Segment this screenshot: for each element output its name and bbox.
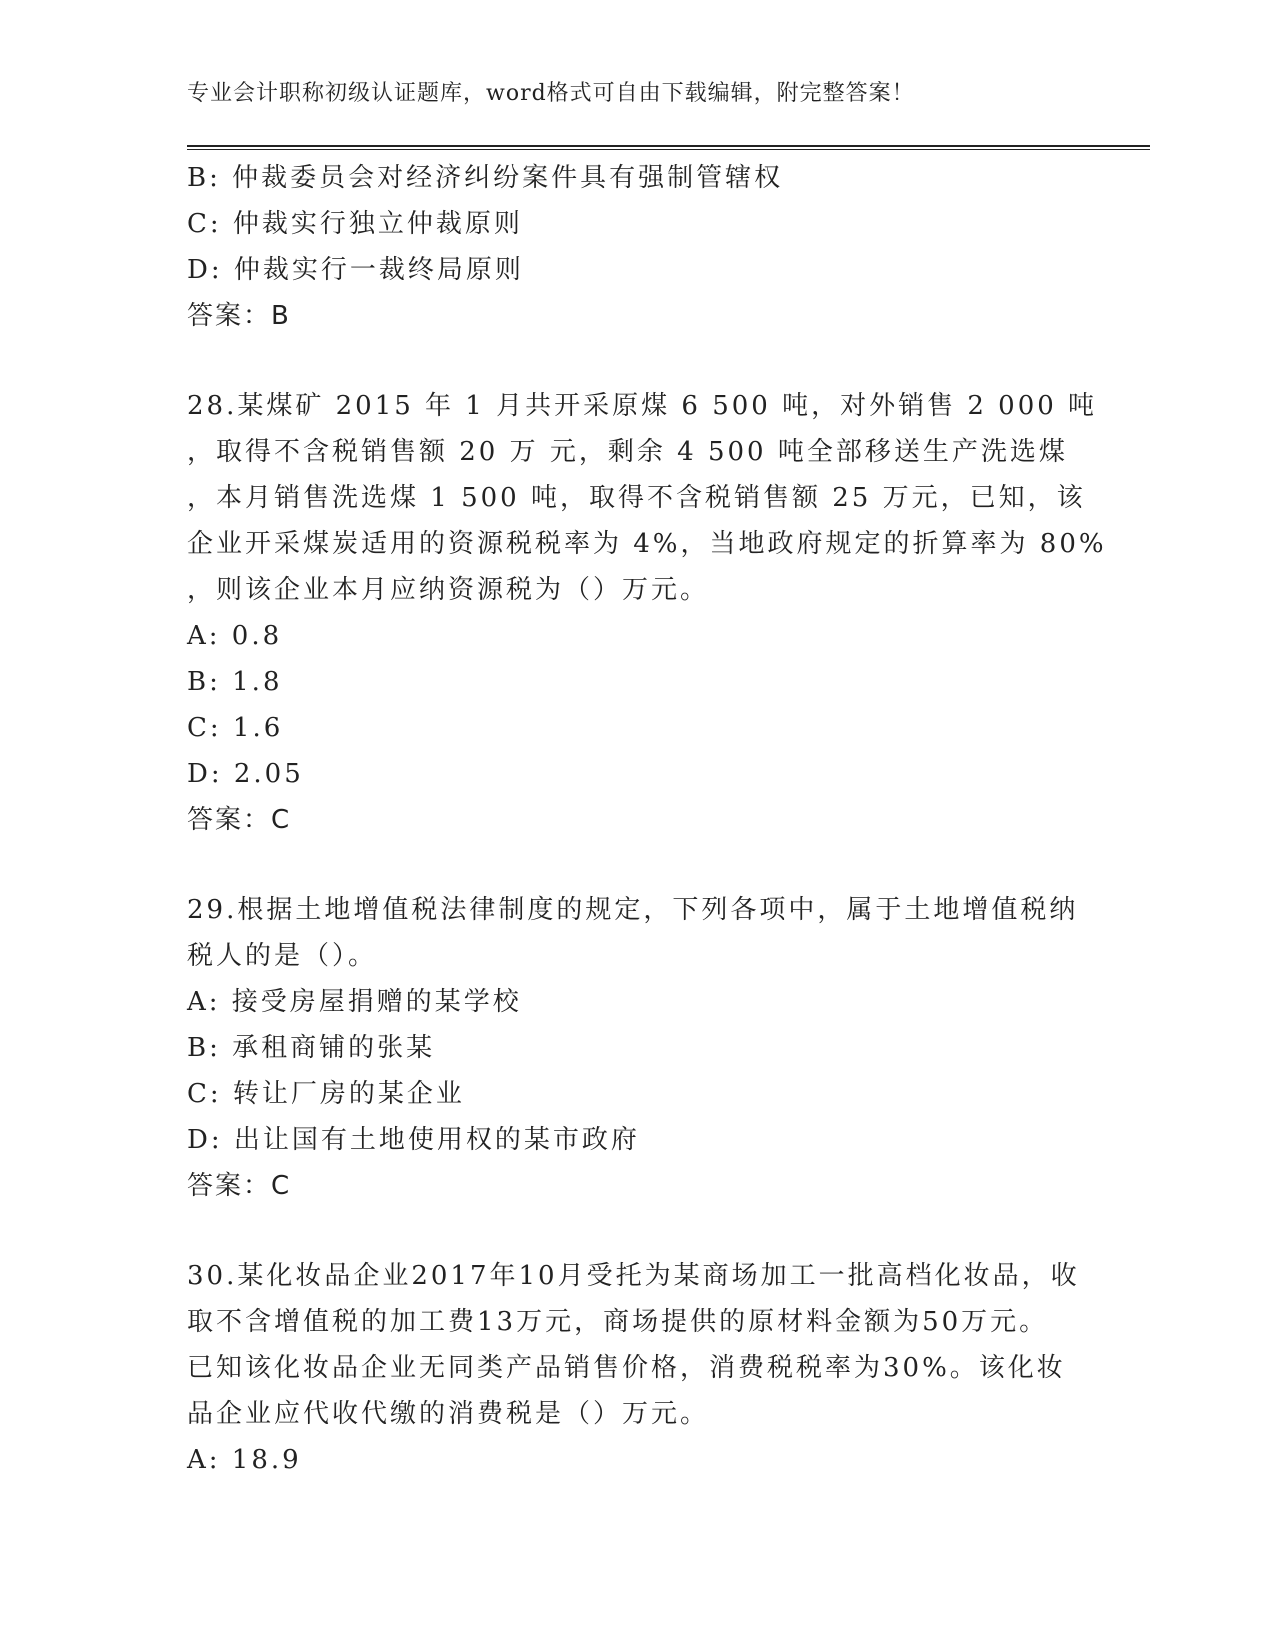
question-stem-line: 税人的是（）。 bbox=[187, 941, 378, 971]
option-a: A: 18.9 bbox=[187, 1445, 302, 1475]
question-stem-line: ，取得不含税销售额 20 万 元，剩余 4 500 吨全部移送生产洗选煤 bbox=[187, 437, 1068, 467]
question-stem-line: ，则该企业本月应纳资源税为（）万元。 bbox=[187, 575, 710, 605]
question-stem-line: 28.某煤矿 2015 年 1 月共开采原煤 6 500 吨，对外销售 2 000 吨 bbox=[187, 391, 1098, 421]
option-c: C: 转让厂房的某企业 bbox=[187, 1079, 465, 1109]
option-d: D: 2.05 bbox=[187, 759, 304, 789]
document-body bbox=[187, 155, 1107, 1483]
question-stem-line: ，本月销售洗选煤 1 500 吨，取得不含税销售额 25 万元，已知，该 bbox=[187, 483, 1086, 513]
option-d: D: 仲裁实行一裁终局原则 bbox=[187, 255, 524, 285]
question-27-continuation bbox=[187, 155, 1087, 339]
option-b: B: 承租商铺的张某 bbox=[187, 1033, 436, 1063]
answer-line: 答案：B bbox=[187, 301, 291, 331]
option-a: A: 0.8 bbox=[187, 621, 283, 651]
option-a: A: 接受房屋捐赠的某学校 bbox=[187, 987, 522, 1017]
question-stem-line: 取不含增值税的加工费13万元，商场提供的原材料金额为50万元。 bbox=[187, 1307, 1049, 1337]
question-stem-line: 29.根据土地增值税法律制度的规定，下列各项中，属于土地增值税纳 bbox=[187, 895, 1079, 925]
answer-line: 答案：C bbox=[187, 805, 292, 835]
question-stem-line: 已知该化妆品企业无同类产品销售价格，消费税税率为30%。该化妆 bbox=[187, 1353, 1066, 1383]
option-d: D: 出让国有土地使用权的某市政府 bbox=[187, 1125, 640, 1155]
answer-line: 答案：C bbox=[187, 1171, 292, 1201]
option-b: B: 1.8 bbox=[187, 667, 283, 697]
header-divider bbox=[187, 145, 1150, 150]
question-30 bbox=[187, 1253, 1087, 1483]
question-29 bbox=[187, 887, 1087, 1209]
question-28 bbox=[187, 383, 1107, 843]
option-b: B: 仲裁委员会对经济纠纷案件具有强制管辖权 bbox=[187, 163, 784, 193]
question-stem-line: 品企业应代收代缴的消费税是（）万元。 bbox=[187, 1399, 710, 1429]
question-stem-line: 30.某化妆品企业2017年10月受托为某商场加工一批高档化妆品，收 bbox=[187, 1261, 1080, 1291]
question-stem-line: 企业开采煤炭适用的资源税税率为 4%，当地政府规定的折算率为 80% bbox=[187, 529, 1107, 559]
option-c: C: 1.6 bbox=[187, 713, 284, 743]
page-header: 专业会计职称初级认证题库，word格式可自由下载编辑，附完整答案！ bbox=[187, 81, 915, 106]
option-c: C: 仲裁实行独立仲裁原则 bbox=[187, 209, 523, 239]
